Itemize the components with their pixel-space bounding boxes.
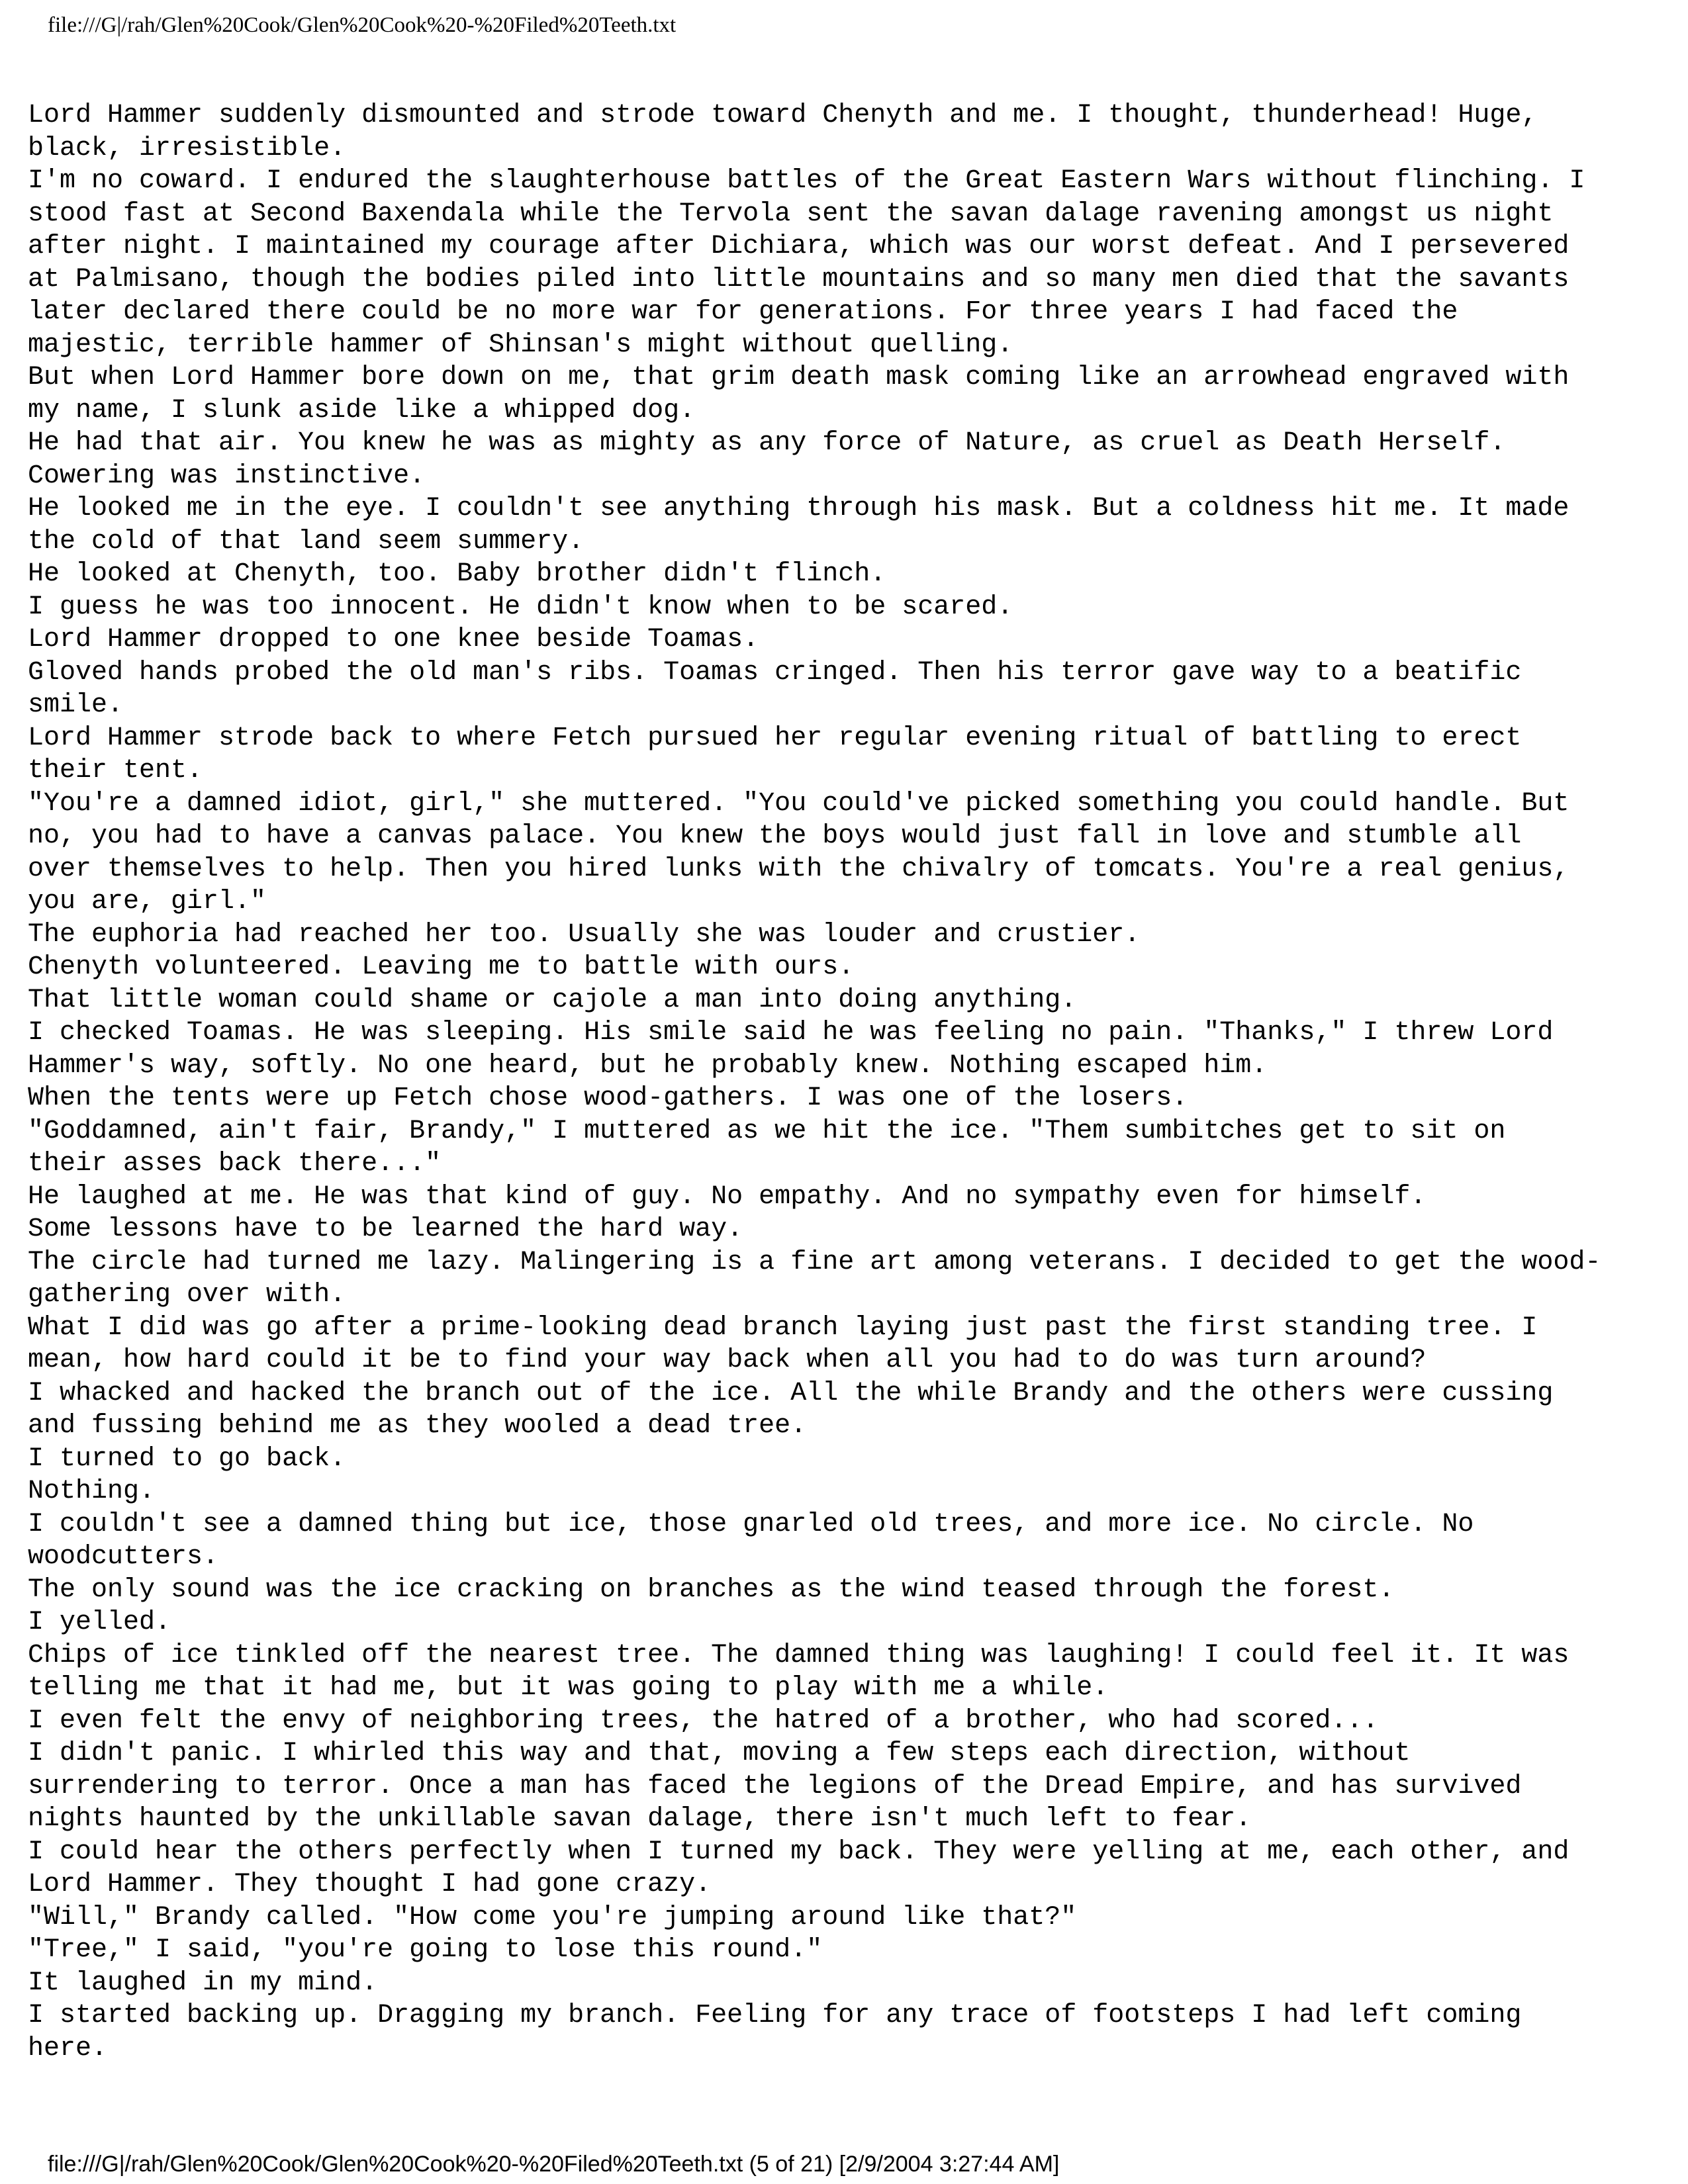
text-line: The only sound was the ice cracking on branches as the wind teased through the forest. [28, 1574, 1395, 1605]
text-line: over themselves to help. Then you hired lunks with the chivalry of tomcats. You're a real genius, [28, 854, 1570, 884]
text-line: woodcutters. [28, 1542, 219, 1572]
text-line: He laughed at me. He was that kind of guy. No empathy. And no sympathy even for himself. [28, 1181, 1427, 1212]
text-line: after night. I maintained my courage after Dichiara, which was our worst defeat. And I persevered [28, 232, 1570, 261]
text-line: no, you had to have a canvas palace. You knew the boys would just fall in love and stumble all [28, 821, 1522, 851]
text-line: you are, girl." [28, 887, 267, 917]
page-footer: file:///G|/rah/Glen%20Cook/Glen%20Cook%20-%20Filed%20Teeth.txt (5 of 21) [2/9/2004 3:27:44 AM] [48, 2152, 1060, 2177]
text-line: my name, I slunk aside like a whipped dog. [28, 395, 696, 426]
text-line: I'm no coward. I endured the slaughterhouse battles of the Great Eastern Wars without flinching. I [28, 166, 1585, 196]
text-line: surrendering to terror. Once a man has faced the legions of the Dread Empire, and has survived [28, 1771, 1522, 1801]
text-line: Cowering was instinctive. [28, 461, 426, 491]
text-line: I turned to go back. [28, 1443, 346, 1474]
text-line: "You're a damned idiot, girl," she muttered. "You could've picked something you could handle. But [28, 788, 1570, 819]
text-line: I couldn't see a damned thing but ice, those gnarled old trees, and more ice. No circle. No [28, 1509, 1474, 1539]
text-line: But when Lord Hammer bore down on me, that grim death mask coming like an arrowhead engraved with [28, 363, 1570, 392]
text-line: I guess he was too innocent. He didn't know when to be scared. [28, 592, 1013, 622]
text-line: "Goddamned, ain't fair, Brandy," I muttered as we hit the ice. "Them sumbitches get to sit on [28, 1116, 1506, 1146]
text-line: Nothing. [28, 1477, 156, 1506]
text-line: Chenyth volunteered. Leaving me to battle with ours. [28, 952, 855, 982]
text-line: He looked at Chenyth, too. Baby brother didn't flinch. [28, 559, 886, 589]
text-line: smile. [28, 690, 124, 720]
document-body [28, 99, 1669, 2065]
text-line: The euphoria had reached her too. Usually she was louder and crustier. [28, 919, 1141, 950]
text-line: stood fast at Second Baxendala while the Tervola sent the savan dalage ravening amongst us night [28, 199, 1554, 229]
text-line: the cold of that land seem summery. [28, 526, 585, 557]
text-line: later declared there could be no more war for generations. For three years I had faced the [28, 297, 1458, 327]
text-line: telling me that it had me, but it was going to play with me a while. [28, 1673, 1109, 1703]
text-line: Gloved hands probed the old man's ribs. Toamas cringed. Then his terror gave way to a beatific [28, 657, 1522, 688]
text-line: The circle had turned me lazy. Malingering is a fine art among veterans. I decided to get the wood- [28, 1247, 1601, 1277]
text-line: That little woman could shame or cajole a man into doing anything. [28, 985, 1077, 1015]
text-line: Lord Hammer dropped to one knee beside Toamas. [28, 625, 759, 655]
text-line: Hammer's way, softly. No one heard, but he probably knew. Nothing escaped him. [28, 1050, 1268, 1081]
text-line: their tent. [28, 756, 203, 786]
text-line: I checked Toamas. He was sleeping. His smile said he was feeling no pain. "Thanks," I threw Lord [28, 1018, 1554, 1048]
text-line: It laughed in my mind. [28, 1968, 378, 1998]
text-line: nights haunted by the unkillable savan dalage, there isn't much left to fear. [28, 1804, 1252, 1834]
text-line: black, irresistible. [28, 133, 346, 163]
text-line: I could hear the others perfectly when I turned my back. They were yelling at me, each other, and [28, 1837, 1570, 1867]
text-line: mean, how hard could it be to find your way back when all you had to do was turn around? [28, 1345, 1427, 1375]
text-line: I yelled. [28, 1608, 171, 1637]
text-line: here. [28, 2033, 108, 2064]
text-line: I didn't panic. I whirled this way and that, moving a few steps each direction, without [28, 1739, 1411, 1768]
text-line: I started backing up. Dragging my branch. Feeling for any trace of footsteps I had left coming [28, 2001, 1522, 2030]
text-line: He had that air. You knew he was as mighty as any force of Nature, as cruel as Death Herself. [28, 428, 1506, 458]
text-line: Lord Hammer strode back to where Fetch pursued her regular evening ritual of battling to erect [28, 723, 1522, 753]
text-line: at Palmisano, though the bodies piled into little mountains and so many men died that the savants [28, 264, 1570, 295]
text-line: their asses back there..." [28, 1149, 442, 1179]
text-line: Lord Hammer suddenly dismounted and strode toward Chenyth and me. I thought, thunderhead! Huge, [28, 101, 1538, 130]
text-line: and fussing behind me as they wooled a dead tree. [28, 1411, 807, 1441]
text-line: I even felt the envy of neighboring trees, the hatred of a brother, who had scored... [28, 1706, 1379, 1736]
text-line: majestic, terrible hammer of Shinsan's might without quelling. [28, 330, 1013, 360]
text-line: He looked me in the eye. I couldn't see anything through his mask. But a coldness hit me. It made [28, 494, 1570, 523]
text-line: Chips of ice tinkled off the nearest tree. The damned thing was laughing! I could feel it. It was [28, 1640, 1570, 1670]
text-line: I whacked and hacked the branch out of the ice. All the while Brandy and the others were cussing [28, 1378, 1554, 1408]
text-line: Lord Hammer. They thought I had gone crazy. [28, 1870, 712, 1899]
text-line: When the tents were up Fetch chose wood-gathers. I was one of the losers. [28, 1083, 1188, 1113]
text-line: What I did was go after a prime-looking dead branch laying just past the first standing tree. I [28, 1312, 1538, 1343]
page-header-path: file:///G|/rah/Glen%20Cook/Glen%20Cook%20-%20Filed%20Teeth.txt [48, 13, 677, 37]
text-line: "Tree," I said, "you're going to lose this round." [28, 1935, 823, 1965]
text-line: "Will," Brandy called. "How come you're jumping around like that?" [28, 1902, 1077, 1933]
text-line: gathering over with. [28, 1280, 346, 1310]
text-line: Some lessons have to be learned the hard way. [28, 1214, 743, 1244]
